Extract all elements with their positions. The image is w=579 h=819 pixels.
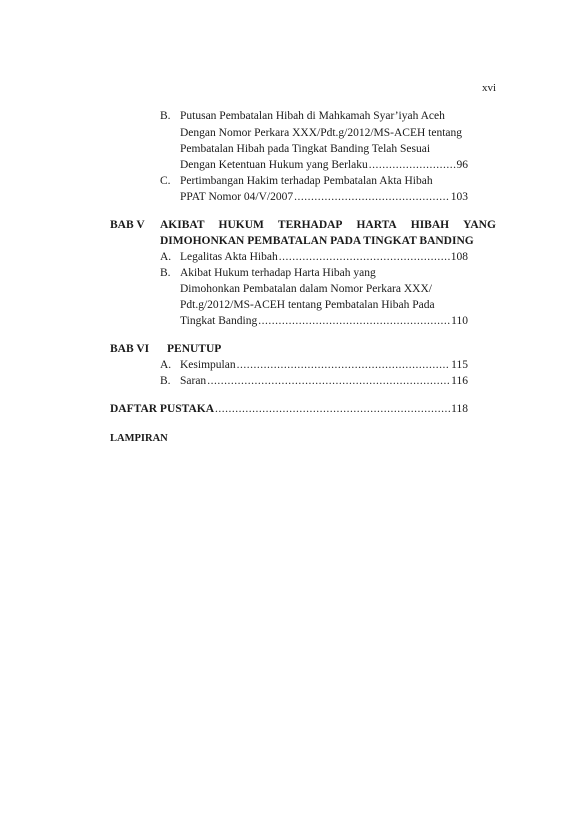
toc-entry-page: 115 — [451, 359, 468, 371]
toc-entry[interactable] — [180, 251, 468, 263]
toc-entry-page: 96 — [456, 159, 468, 171]
toc-item-letter: A. — [160, 251, 172, 263]
toc-item-letter: C. — [160, 175, 171, 187]
toc-entry-text: Tingkat Banding — [180, 315, 258, 327]
chapter-title-word: AKIBAT — [160, 219, 205, 231]
chapter-title-line1 — [160, 219, 496, 231]
toc-entry-bibliography[interactable] — [110, 403, 468, 415]
chapter-title-word: YANG — [463, 219, 496, 231]
toc-item-line: Pembatalan Hibah pada Tingkat Banding Telah Sesuai — [180, 143, 431, 155]
toc-entry-text: DAFTAR PUSTAKA — [110, 403, 215, 415]
chapter-title-word: HARTA — [356, 219, 397, 231]
toc-entry-page: 103 — [450, 191, 468, 203]
dot-leader — [279, 251, 450, 263]
toc-item-letter: B. — [160, 375, 171, 387]
toc-item-line: Akibat Hukum terhadap Harta Hibah yang — [180, 267, 376, 279]
toc-entry-text: Legalitas Akta Hibah — [180, 251, 278, 263]
toc-entry[interactable] — [180, 315, 468, 327]
toc-item-line: Pertimbangan Hakim terhadap Pembatalan Akta Hibah — [180, 175, 433, 187]
chapter-title-word: HUKUM — [218, 219, 264, 231]
chapter-title-word: HIBAH — [410, 219, 450, 231]
dot-leader — [294, 191, 450, 203]
dot-leader — [369, 159, 456, 171]
dot-leader — [258, 315, 450, 327]
toc-entry-appendix[interactable]: LAMPIRAN — [110, 433, 168, 444]
toc-entry[interactable] — [180, 359, 468, 371]
chapter-label: BAB VI — [110, 343, 150, 355]
toc-entry-page: 108 — [450, 251, 468, 263]
toc-entry[interactable] — [180, 191, 468, 203]
page-number: xvi — [481, 82, 496, 94]
chapter-label: BAB V — [110, 219, 145, 231]
toc-entry-text: Saran — [180, 375, 207, 387]
dot-leader — [237, 359, 451, 371]
toc-entry-text: PPAT Nomor 04/V/2007 — [180, 191, 294, 203]
toc-item-line: Putusan Pembatalan Hibah di Mahkamah Syar’iyah Aceh — [180, 110, 445, 122]
toc-item-letter: B. — [160, 267, 171, 279]
toc-entry-text: Dengan Ketentuan Hukum yang Berlaku — [180, 159, 368, 171]
chapter-title: PENUTUP — [167, 343, 222, 355]
toc-item-line: Pdt.g/2012/MS-ACEH tentang Pembatalan Hibah Pada — [180, 299, 435, 311]
toc-entry[interactable] — [180, 159, 468, 171]
toc-entry-page: 110 — [451, 315, 468, 327]
chapter-title-line2: DIMOHONKAN PEMBATALAN PADA TINGKAT BANDING — [160, 235, 474, 247]
toc-item-line: Dengan Nomor Perkara XXX/Pdt.g/2012/MS-ACEH tentang — [180, 127, 463, 139]
toc-entry-page: 118 — [451, 403, 468, 415]
dot-leader — [207, 375, 450, 387]
toc-item-letter: A. — [160, 359, 172, 371]
chapter-title-word: TERHADAP — [277, 219, 343, 231]
toc-entry[interactable] — [180, 375, 468, 387]
toc-entry-page: 116 — [451, 375, 468, 387]
toc-entry-text: Kesimpulan — [180, 359, 236, 371]
toc-item-line: Dimohonkan Pembatalan dalam Nomor Perkara XXX/ — [180, 283, 432, 295]
dot-leader — [215, 403, 450, 415]
toc-item-letter: B. — [160, 110, 171, 122]
